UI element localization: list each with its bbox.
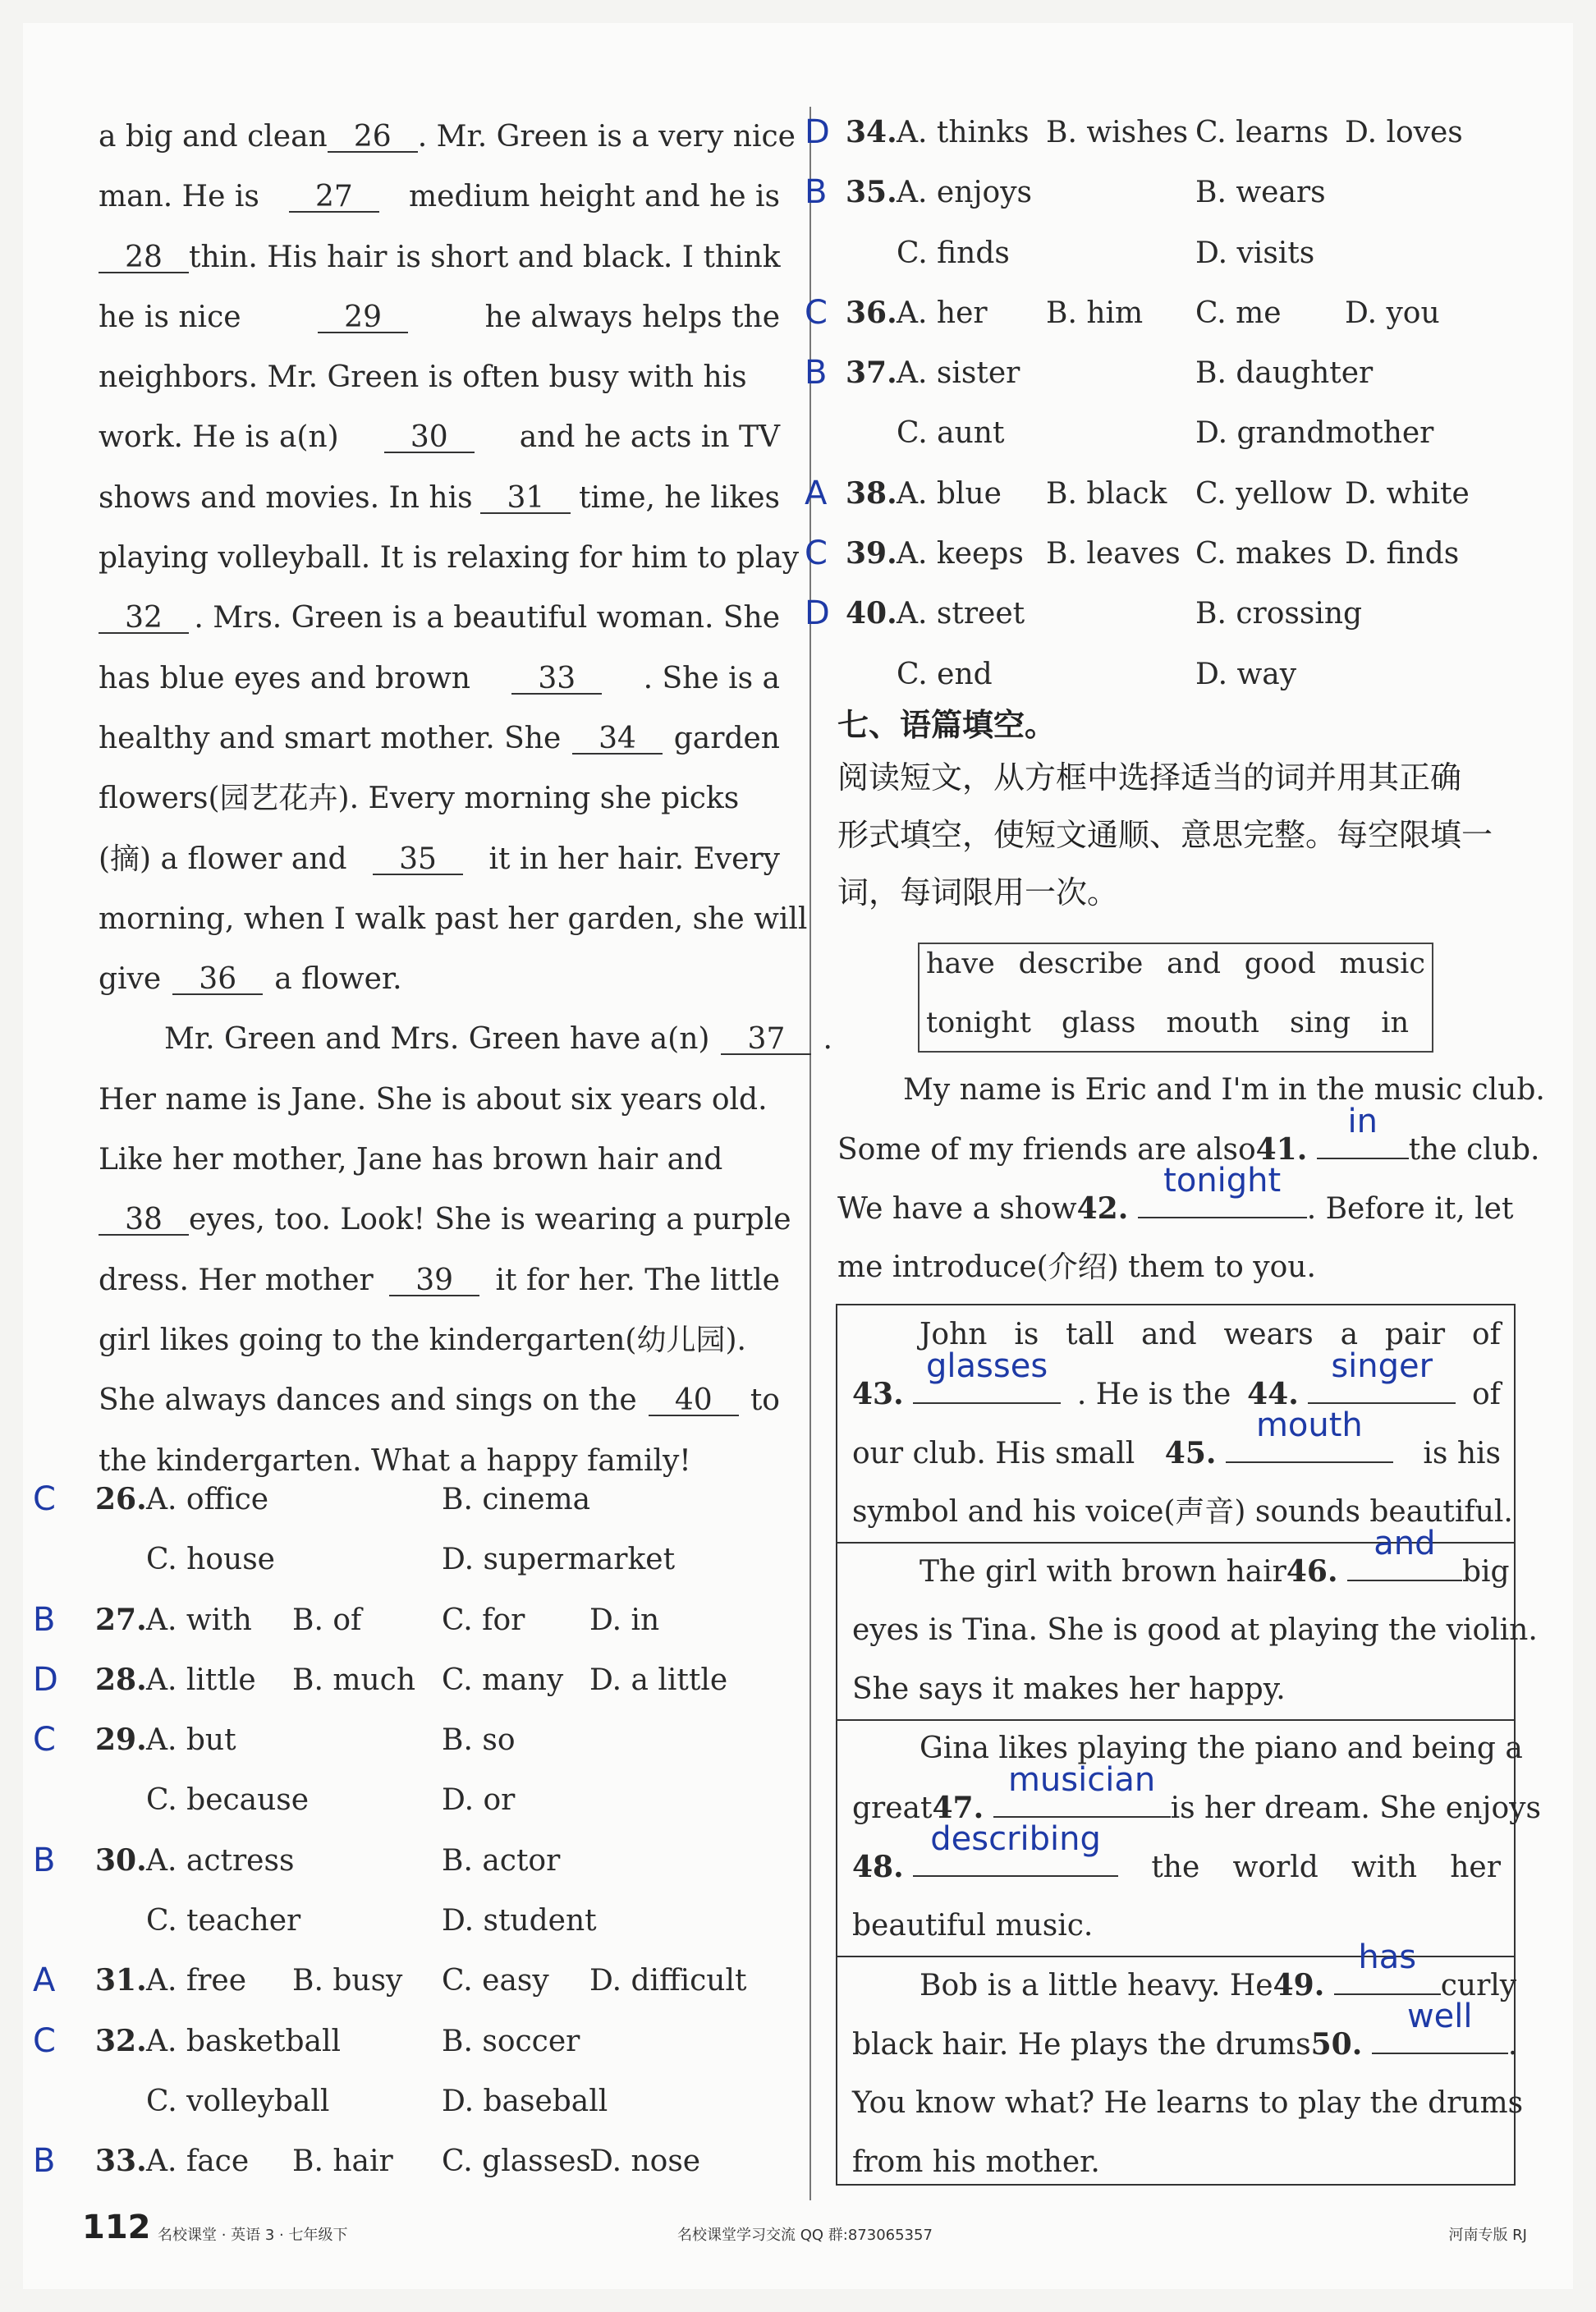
profile-card-bob bbox=[837, 1938, 1524, 2184]
text: You know what? He learns to play the drums bbox=[852, 2086, 1524, 2120]
passage-text: give bbox=[99, 962, 162, 997]
answer-blank[interactable] bbox=[913, 1347, 1061, 1404]
handwritten-answer: singer bbox=[1331, 1347, 1433, 1385]
cloze-blank-36[interactable]: 36 bbox=[172, 966, 263, 995]
passage-line bbox=[99, 1370, 780, 1430]
text-line bbox=[837, 1660, 1514, 1719]
passage-text: girl likes going to the kindergarten(幼儿园). bbox=[99, 1323, 746, 1357]
question-row bbox=[33, 1770, 788, 1830]
option[interactable]: C. makes bbox=[1195, 537, 1332, 571]
text: from his mother. bbox=[852, 2145, 1100, 2179]
answer-blank[interactable] bbox=[1138, 1162, 1307, 1218]
question-number: 28. bbox=[95, 1662, 147, 1697]
question-row bbox=[33, 2071, 788, 2131]
text-line bbox=[837, 1998, 1518, 2074]
passage-text: flowers(园艺花卉). Every morning she picks bbox=[99, 782, 740, 816]
answer-mark: B bbox=[33, 1600, 56, 1639]
passage-line bbox=[99, 227, 780, 287]
question-row bbox=[33, 1710, 788, 1770]
question-number: 34. bbox=[846, 115, 897, 149]
question-row bbox=[33, 1470, 788, 1530]
text-line bbox=[837, 1601, 1538, 1660]
blank-number: 46. bbox=[1286, 1554, 1338, 1589]
word-bank-word: mouth bbox=[1166, 1007, 1259, 1039]
text: . bbox=[1507, 2028, 1518, 2062]
handwritten-answer: musician bbox=[1007, 1761, 1156, 1799]
passage-line bbox=[99, 1009, 832, 1069]
option[interactable]: A. her bbox=[897, 296, 988, 330]
text: Bob is a little heavy. He bbox=[920, 1969, 1273, 2002]
cloze-blank-28[interactable]: 28 bbox=[99, 244, 189, 273]
answer-blank[interactable] bbox=[1372, 1998, 1508, 2054]
passage-text: to bbox=[750, 1383, 780, 1418]
option[interactable]: B. soccer bbox=[442, 2024, 580, 2058]
text: symbol and his voice(声音) sounds beautiful. bbox=[852, 1495, 1513, 1529]
word: her bbox=[1450, 1851, 1501, 1884]
blank-number: 49. bbox=[1273, 1968, 1325, 2002]
passage-text: healthy and smart mother. She bbox=[99, 721, 562, 755]
option[interactable]: A. actress bbox=[146, 1843, 295, 1878]
passage-text: it for her. The little bbox=[495, 1263, 780, 1297]
answer-mark: B bbox=[33, 1841, 56, 1879]
answer-blank[interactable] bbox=[1347, 1525, 1462, 1581]
option[interactable]: A. sister bbox=[897, 356, 1020, 391]
answer-blank[interactable] bbox=[1226, 1406, 1393, 1463]
passage-text: time, he likes bbox=[579, 480, 780, 515]
option[interactable]: D. way bbox=[1195, 657, 1297, 691]
passage-text: the kindergarten. What a happy family! bbox=[99, 1443, 691, 1478]
passage-line bbox=[99, 829, 780, 889]
text-line bbox=[837, 2074, 1524, 2133]
answer-mark: B bbox=[33, 2142, 56, 2181]
word: of bbox=[1471, 1318, 1501, 1351]
question-row bbox=[33, 1831, 788, 1891]
section-instructions bbox=[837, 749, 1519, 921]
answer-mark: C bbox=[805, 534, 828, 573]
right-question-list bbox=[805, 103, 1527, 704]
question-number: 30. bbox=[95, 1842, 147, 1878]
text-line bbox=[837, 1347, 1514, 1424]
word: and bbox=[1140, 1318, 1197, 1351]
passage-text: a flower. bbox=[274, 962, 402, 997]
text: great bbox=[852, 1791, 933, 1825]
passage-text: he is nice bbox=[99, 300, 241, 334]
left-question-list bbox=[33, 1470, 788, 2192]
option[interactable]: C. aunt bbox=[897, 416, 1005, 451]
option[interactable]: A. keeps bbox=[897, 537, 1024, 571]
answer-mark: A bbox=[805, 474, 828, 512]
question-number: 39. bbox=[846, 536, 897, 571]
passage-text: eyes, too. Look! She is wearing a purple bbox=[189, 1203, 791, 1237]
page-number: 112 bbox=[82, 2209, 151, 2246]
option[interactable]: A. face bbox=[146, 2145, 250, 2179]
question-row bbox=[805, 403, 1527, 463]
option[interactable]: A. street bbox=[897, 597, 1025, 631]
passage-line bbox=[99, 287, 780, 347]
option[interactable]: D. in bbox=[589, 1603, 660, 1637]
answer-mark: C bbox=[805, 293, 828, 332]
option[interactable]: B. so bbox=[442, 1723, 516, 1758]
cloze-blank-39[interactable]: 39 bbox=[389, 1267, 479, 1296]
question-number: 27. bbox=[95, 1602, 147, 1637]
handwritten-answer: and bbox=[1374, 1525, 1436, 1562]
question-row bbox=[33, 2131, 788, 2191]
passage-line bbox=[99, 949, 780, 1009]
word: pair bbox=[1384, 1318, 1446, 1351]
option[interactable]: D. nose bbox=[589, 2145, 701, 2179]
passage-line bbox=[99, 1250, 780, 1310]
option[interactable]: C. finds bbox=[897, 236, 1010, 270]
cloze-blank-30[interactable]: 30 bbox=[384, 424, 475, 453]
question-number: 40. bbox=[846, 596, 897, 631]
answer-mark: D bbox=[805, 594, 830, 633]
question-number: 33. bbox=[95, 2144, 147, 2179]
text: is his bbox=[1423, 1437, 1501, 1470]
handwritten-answer: mouth bbox=[1255, 1406, 1363, 1444]
passage-line bbox=[99, 588, 780, 648]
question-row bbox=[33, 1891, 788, 1951]
passage-line bbox=[99, 468, 780, 528]
passage-text: man. He is bbox=[99, 180, 259, 214]
text-line bbox=[837, 2133, 1514, 2192]
text: Gina likes playing the piano and being a bbox=[920, 1732, 1523, 1765]
cloze-blank-33[interactable]: 33 bbox=[511, 665, 602, 695]
passage-text: . Mr. Green is a very nice bbox=[417, 120, 796, 154]
word-bank-word: music bbox=[1339, 947, 1425, 980]
option[interactable]: D. you bbox=[1345, 296, 1440, 330]
option[interactable]: D. baseball bbox=[442, 2084, 608, 2118]
cloze-blank-32[interactable]: 32 bbox=[99, 604, 189, 634]
text: . He is the bbox=[1076, 1378, 1231, 1411]
option[interactable]: D. or bbox=[442, 1783, 516, 1818]
answer-mark: B bbox=[805, 354, 828, 392]
question-row bbox=[33, 1951, 788, 2011]
question-row bbox=[805, 584, 1527, 644]
answer-mark: C bbox=[33, 1721, 56, 1759]
word-bank-word: describe bbox=[1018, 947, 1144, 980]
cloze-blank-29[interactable]: 29 bbox=[318, 304, 408, 333]
passage-text: work. He is a(n) bbox=[99, 420, 339, 455]
profile-card-gina bbox=[837, 1719, 1541, 1957]
option[interactable]: C. teacher bbox=[146, 1904, 301, 1938]
passage-line bbox=[99, 889, 808, 949]
text: . Before it, let bbox=[1306, 1192, 1514, 1226]
question-number: 36. bbox=[846, 295, 897, 330]
footer-qq-group: 名校课堂学习交流 QQ 群:873065357 bbox=[677, 2227, 933, 2244]
option[interactable]: A. basketball bbox=[146, 2024, 341, 2058]
passage-text: Like her mother, Jane has brown hair and bbox=[99, 1143, 723, 1177]
option[interactable]: D. finds bbox=[1345, 537, 1460, 571]
instruction-line: 阅读短文，从方框中选择适当的词并用其正确 bbox=[837, 759, 1462, 796]
text-line bbox=[837, 1162, 1514, 1238]
passage-line bbox=[99, 528, 800, 588]
passage-text: medium height and he is bbox=[409, 180, 780, 214]
option[interactable]: B. leaves bbox=[1046, 537, 1181, 571]
option[interactable]: C. end bbox=[897, 657, 993, 691]
passage-text: . bbox=[823, 1022, 832, 1057]
instruction-line: 词，每词限用一次。 bbox=[837, 874, 1119, 911]
option[interactable]: D. visits bbox=[1195, 236, 1315, 270]
text: me introduce(介绍) them to you. bbox=[837, 1250, 1316, 1284]
option[interactable]: A. thinks bbox=[897, 116, 1030, 149]
option[interactable]: D. white bbox=[1345, 476, 1470, 511]
passage-text: it in her hair. Every bbox=[488, 842, 780, 876]
option[interactable]: C. learns bbox=[1195, 116, 1329, 149]
word: tall bbox=[1066, 1318, 1115, 1351]
text-line bbox=[837, 1061, 1545, 1120]
profile-card-john bbox=[837, 1305, 1514, 1544]
text: black hair. He plays the drums bbox=[852, 2028, 1311, 2062]
option[interactable]: A. enjoys bbox=[897, 176, 1033, 210]
option[interactable]: D. loves bbox=[1345, 116, 1463, 149]
question-row bbox=[805, 645, 1527, 704]
option[interactable]: D. student bbox=[442, 1904, 597, 1938]
option[interactable]: D. supermarket bbox=[442, 1543, 676, 1577]
passage-line bbox=[99, 709, 780, 768]
intro-paragraph bbox=[837, 1061, 1545, 1297]
edition-label: 河南专版 RJ bbox=[1448, 2227, 1527, 2244]
option[interactable]: C. many bbox=[442, 1663, 564, 1697]
text: My name is Eric and I'm in the music club. bbox=[903, 1073, 1545, 1107]
text: big bbox=[1461, 1555, 1510, 1589]
cloze-blank-38[interactable]: 38 bbox=[99, 1206, 189, 1236]
option[interactable]: C. for bbox=[442, 1603, 525, 1637]
text-line bbox=[837, 1719, 1523, 1778]
page-footer bbox=[82, 2209, 1527, 2250]
question-row bbox=[805, 464, 1527, 524]
text: curly bbox=[1440, 1969, 1517, 2002]
answer-mark: C bbox=[33, 2021, 56, 2060]
word-bank-word: tonight bbox=[926, 1007, 1031, 1039]
option[interactable]: D. grandmother bbox=[1195, 416, 1434, 451]
handwritten-answer: glasses bbox=[926, 1347, 1048, 1385]
text: Some of my friends are also bbox=[837, 1133, 1256, 1167]
word: world bbox=[1232, 1851, 1319, 1884]
word-bank-word: in bbox=[1381, 1007, 1409, 1039]
option[interactable]: A. but bbox=[146, 1723, 236, 1758]
word-bank-row bbox=[926, 947, 1425, 980]
cloze-blank-35[interactable]: 35 bbox=[373, 846, 463, 875]
option[interactable]: B. actor bbox=[442, 1843, 561, 1878]
option[interactable]: A. office bbox=[146, 1483, 269, 1516]
question-row bbox=[805, 343, 1527, 403]
passage-text: he always helps the bbox=[484, 300, 780, 334]
option[interactable]: B. wishes bbox=[1046, 116, 1189, 149]
question-row bbox=[805, 223, 1527, 283]
handwritten-answer: well bbox=[1406, 1998, 1473, 2035]
passage-text: and he acts in TV bbox=[519, 420, 780, 455]
passage-text: Mr. Green and Mrs. Green have a(n) bbox=[164, 1022, 710, 1057]
option[interactable]: C. me bbox=[1195, 296, 1282, 330]
answer-mark: B bbox=[805, 173, 828, 212]
blank-number: 42. bbox=[1076, 1191, 1129, 1226]
text: our club. His small bbox=[852, 1437, 1135, 1470]
text: She says it makes her happy. bbox=[852, 1672, 1286, 1706]
option[interactable]: B. crossing bbox=[1195, 597, 1363, 631]
profile-cards bbox=[836, 1304, 1541, 2186]
option[interactable]: B. busy bbox=[292, 1964, 403, 1998]
passage-text: a big and clean bbox=[99, 120, 328, 154]
option[interactable]: C. easy bbox=[442, 1964, 549, 1998]
passage-text: thin. His hair is short and black. I think bbox=[189, 240, 781, 274]
answer-mark: A bbox=[33, 1961, 56, 2000]
blank-number: 43. bbox=[852, 1377, 904, 1411]
word-bank-box bbox=[918, 943, 1433, 1053]
passage-line bbox=[99, 768, 780, 828]
option[interactable]: B. black bbox=[1046, 476, 1167, 511]
question-row bbox=[33, 1590, 788, 1650]
question-row bbox=[805, 283, 1527, 343]
passage-line bbox=[99, 167, 780, 227]
text-line bbox=[837, 1820, 1514, 1897]
cloze-blank-27[interactable]: 27 bbox=[289, 183, 379, 213]
passage-line bbox=[99, 1310, 780, 1370]
passage-text: morning, when I walk past her garden, she will bbox=[99, 901, 808, 936]
instruction-line: 形式填空，使短文通顺、意思完整。每空限填一 bbox=[837, 817, 1493, 853]
option[interactable]: C. glasses bbox=[442, 2145, 591, 2179]
passage-line bbox=[99, 347, 780, 407]
question-row bbox=[33, 2012, 788, 2071]
word-bank-word: and bbox=[1167, 947, 1221, 980]
option[interactable]: B. wears bbox=[1195, 176, 1326, 210]
option[interactable]: A. little bbox=[146, 1663, 256, 1697]
option[interactable]: B. him bbox=[1046, 296, 1144, 330]
handwritten-answer: tonight bbox=[1163, 1162, 1282, 1200]
cloze-blank-34[interactable]: 34 bbox=[572, 725, 663, 755]
blank-number: 44. bbox=[1247, 1377, 1299, 1411]
question-row bbox=[33, 1650, 788, 1710]
cloze-blank-26[interactable]: 26 bbox=[328, 123, 418, 153]
option[interactable]: C. yellow bbox=[1195, 476, 1332, 511]
text: We have a show bbox=[837, 1192, 1077, 1226]
blank-number: 50. bbox=[1310, 2027, 1363, 2062]
option[interactable]: B. cinema bbox=[442, 1483, 591, 1516]
word: John bbox=[920, 1318, 988, 1351]
passage-line bbox=[99, 1070, 780, 1130]
text: The girl with brown hair bbox=[920, 1555, 1286, 1589]
handwritten-answer: has bbox=[1358, 1938, 1417, 1976]
text: is her dream. She enjoys bbox=[1170, 1791, 1541, 1825]
passage-text: shows and movies. In his bbox=[99, 480, 473, 515]
cloze-passage bbox=[99, 107, 832, 1491]
question-number: 31. bbox=[95, 1963, 147, 1998]
blank-number: 41. bbox=[1255, 1132, 1308, 1167]
question-row bbox=[33, 1530, 788, 1590]
passage-line bbox=[99, 1130, 780, 1190]
passage-text: playing volleyball. It is relaxing for him to play bbox=[99, 541, 800, 576]
handwritten-answer: in bbox=[1347, 1103, 1378, 1140]
word: with bbox=[1351, 1851, 1418, 1884]
profile-card-tina bbox=[837, 1525, 1538, 1721]
blank-number: 47. bbox=[932, 1791, 984, 1825]
option[interactable]: A. with bbox=[146, 1603, 252, 1637]
passage-text: Her name is Jane. She is about six years old. bbox=[99, 1082, 768, 1117]
handwritten-answer: describing bbox=[930, 1820, 1101, 1858]
question-row bbox=[805, 163, 1527, 222]
option[interactable]: A. free bbox=[146, 1964, 247, 1998]
word-bank-word: have bbox=[926, 947, 995, 980]
option[interactable]: D. a little bbox=[589, 1663, 728, 1697]
text: the club. bbox=[1408, 1133, 1540, 1167]
passage-text: . She is a bbox=[643, 661, 780, 695]
text-line bbox=[837, 1406, 1514, 1483]
word: wears bbox=[1223, 1318, 1314, 1351]
option[interactable]: B. daughter bbox=[1195, 356, 1374, 391]
answer-mark: D bbox=[805, 113, 830, 151]
answer-blank[interactable] bbox=[1317, 1103, 1409, 1159]
book-title: 名校课堂 · 英语 3 · 七年级下 bbox=[158, 2227, 348, 2244]
word-bank-word: good bbox=[1244, 947, 1316, 980]
answer-mark: C bbox=[33, 1480, 56, 1518]
question-number: 26. bbox=[95, 1482, 147, 1516]
passage-text: . Mrs. Green is a beautiful woman. She bbox=[194, 601, 780, 635]
blank-number: 48. bbox=[852, 1850, 904, 1884]
question-number: 32. bbox=[95, 2023, 147, 2058]
blank-number: 45. bbox=[1164, 1436, 1217, 1470]
question-row bbox=[805, 103, 1527, 163]
word-bank-row bbox=[926, 1007, 1409, 1039]
word: the bbox=[1151, 1851, 1200, 1884]
question-number: 37. bbox=[846, 356, 897, 391]
passage-line bbox=[99, 107, 796, 167]
option[interactable]: B. of bbox=[292, 1603, 362, 1637]
text: of bbox=[1472, 1378, 1501, 1411]
passage-text: has blue eyes and brown bbox=[99, 661, 470, 695]
option[interactable]: C. house bbox=[146, 1543, 275, 1577]
passage-text: dress. Her mother bbox=[99, 1263, 374, 1297]
text: eyes is Tina. She is good at playing the violin. bbox=[852, 1613, 1538, 1647]
question-number: 35. bbox=[846, 175, 897, 210]
option[interactable]: B. much bbox=[292, 1663, 416, 1697]
cloze-blank-37[interactable]: 37 bbox=[721, 1025, 811, 1055]
section-title: 七、语篇填空。 bbox=[837, 707, 1057, 743]
word: is bbox=[1014, 1318, 1039, 1351]
text-line bbox=[837, 1525, 1514, 1601]
word: a bbox=[1340, 1318, 1359, 1351]
option[interactable]: C. volleyball bbox=[146, 2084, 330, 2118]
question-number: 38. bbox=[846, 475, 897, 511]
passage-text: (摘) a flower and bbox=[99, 842, 347, 876]
passage-text: She always dances and sings on the bbox=[99, 1383, 637, 1418]
text: beautiful music. bbox=[852, 1909, 1094, 1943]
passage-text: neighbors. Mr. Green is often busy with his bbox=[99, 360, 747, 395]
cloze-blank-31[interactable]: 31 bbox=[480, 484, 571, 514]
passage-text: garden bbox=[673, 721, 780, 755]
passage-line bbox=[99, 649, 780, 709]
question-number: 29. bbox=[95, 1723, 147, 1758]
passage-line bbox=[99, 1190, 791, 1250]
option[interactable]: B. hair bbox=[292, 2145, 393, 2179]
option[interactable]: A. blue bbox=[897, 476, 1002, 511]
cloze-blank-40[interactable]: 40 bbox=[649, 1387, 739, 1416]
text-line bbox=[837, 1238, 1511, 1297]
question-row bbox=[805, 524, 1527, 584]
answer-blank[interactable] bbox=[913, 1820, 1118, 1877]
option[interactable]: D. difficult bbox=[589, 1964, 747, 1998]
answer-mark: D bbox=[33, 1660, 58, 1699]
word-bank-word: glass bbox=[1062, 1007, 1136, 1039]
passage-line bbox=[99, 407, 780, 467]
option[interactable]: C. because bbox=[146, 1783, 310, 1818]
word-bank-word: sing bbox=[1290, 1007, 1351, 1039]
